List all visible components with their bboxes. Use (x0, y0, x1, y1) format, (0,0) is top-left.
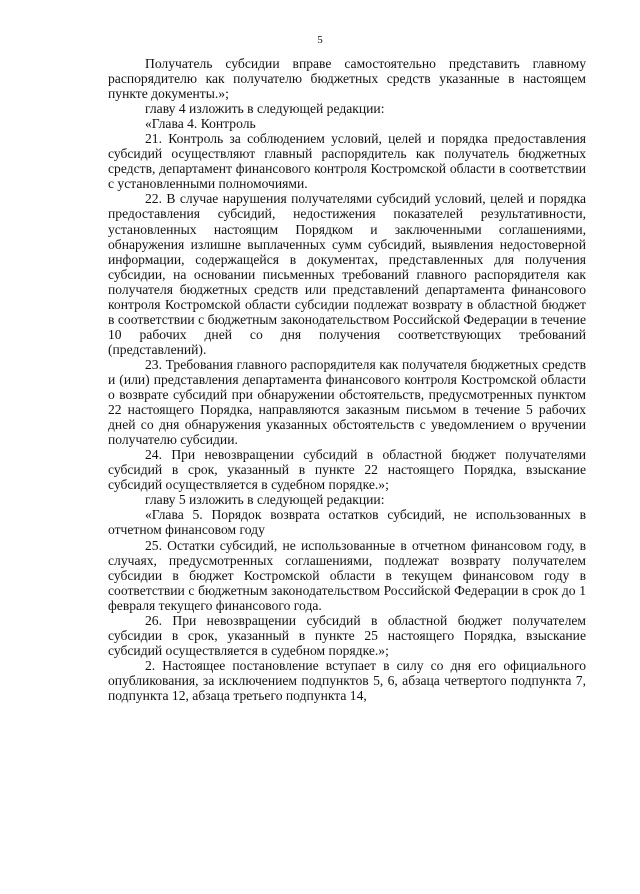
page-number: 5 (317, 34, 323, 46)
document-body (108, 56, 586, 703)
paragraph: 25. Остатки субсидий, не использованные в отчетном финансовом году, в случаях, предусмотренных соглашениями, подлежат возврату получателем субсидии в бюджет Костромской области в текущем финансовом году в соответствии с бюджетным законодательством Российской Федерации в срок до 1 февраля текущего финансового года. (108, 537, 586, 613)
chapter-heading: «Глава 4. Контроль (145, 116, 256, 132)
paragraph: Получатель субсидии вправе самостоятельно представить главному распорядителю как получателю бюджетных средств указанные в настоящем пункте документы.»; (108, 56, 586, 102)
paragraph: 21. Контроль за соблюдением условий, целей и порядка предоставления субсидий осуществляют главный распорядитель как получатель бюджетных средств, департамент финансового контроля Костромской области в соответствии с установленными полномочиями. (108, 131, 586, 192)
chapter-heading: «Глава 5. Порядок возврата остатков субсидий, не использованных в отчетном финансовом году (108, 507, 586, 538)
paragraph: 22. В случае нарушения получателями субсидий условий, целей и порядка предоставления субсидий, недостижения показателей результативности, установленных настоящим Порядком и заключенными соглашениями, обнаружения излишне выплаченных сумм субсидий, выявления недостоверной информации, содержащейся в документах, представленных для получения субсидии, на основании письменных требований главного распорядителя как получателя бюджетных средств или представлений департамента финансового контроля Костромской области субсидии подлежат возврату в областной бюджет в соответствии с бюджетным законодательством Российской Федерации в течение 10 рабочих дней со дня получения соответствующих требований (представлений). (108, 191, 586, 357)
paragraph: главу 5 изложить в следующей редакции: (145, 492, 385, 508)
paragraph: 24. При невозвращении субсидий в областной бюджет получателями субсидий в срок, указанный в пункте 22 настоящего Порядка, взыскание субсидий осуществляется в судебном порядке.»; (108, 447, 586, 493)
paragraph: главу 4 изложить в следующей редакции: (145, 101, 385, 117)
paragraph: 23. Требования главного распорядителя как получателя бюджетных средств и (или) представления департамента финансового контроля Костромской области о возврате субсидий при обнаружении обстоятельств, предусмотренных пунктом 22 настоящего Порядка, направляются заказным письмом в течение 5 рабочих дней со дня обнаружения указанных обстоятельств с уведомлением о вручении получателю субсидии. (108, 356, 586, 448)
paragraph: 26. При невозвращении субсидий в областной бюджет получателем субсидии в срок, указанный в пункте 25 настоящего Порядка, взыскание субсидий осуществляется в судебном порядке.»; (108, 612, 586, 658)
paragraph: 2. Настоящее постановление вступает в силу со дня его официального опубликования, за исключением подпунктов 5, 6, абзаца четвертого подпункта 7, подпункта 12, абзаца третьего подпункта 14, (108, 657, 586, 703)
